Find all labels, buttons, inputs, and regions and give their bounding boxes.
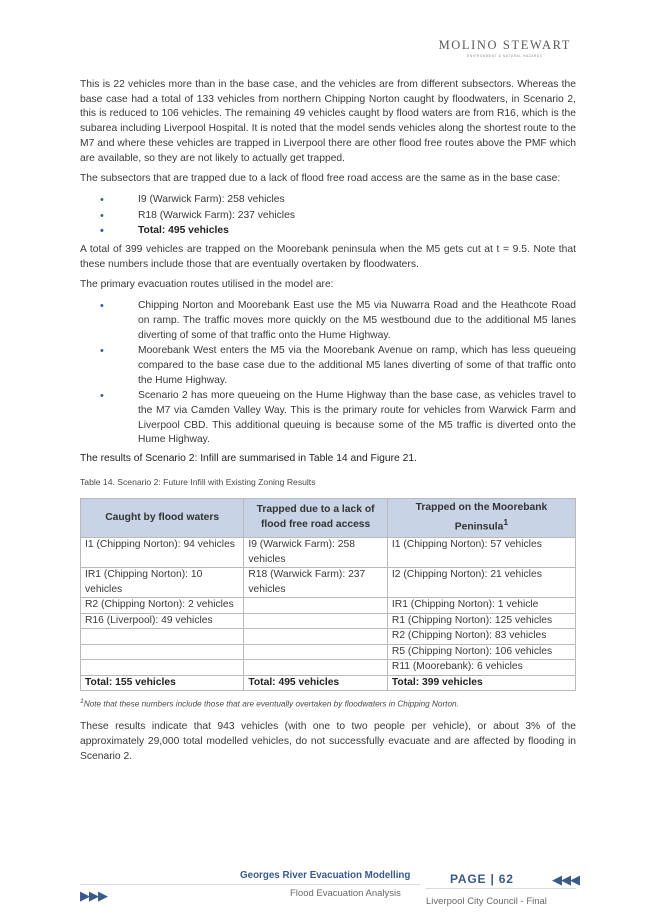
table-cell: R18 (Warwick Farm): 237 vehicles	[244, 568, 388, 598]
table-cell: R16 (Liverpool): 49 vehicles	[81, 613, 244, 629]
paragraph-5: The results of Scenario 2: Infill are summarised in Table 14 and Figure 21.	[80, 453, 417, 465]
footnote-marker: 1	[503, 517, 509, 528]
table-header-row	[81, 498, 576, 537]
footer-subtitle: Flood Evacuation Analysis	[290, 888, 401, 899]
table-cell: R11 (Moorebank): 6 vehicles	[387, 660, 575, 676]
column-header: Trapped due to a lack of flood free road access	[244, 498, 388, 537]
table-total-row	[81, 675, 576, 691]
bullet-icon: •	[100, 209, 104, 222]
table-cell: I2 (Chipping Norton): 21 vehicles	[387, 568, 575, 598]
bullet-icon: •	[100, 345, 104, 358]
logo-tagline: ENVIRONMENT & NATURAL HAZARDS	[467, 54, 543, 58]
list-item: • Total: 495 vehicles	[100, 225, 229, 238]
table-total-cell: Total: 495 vehicles	[244, 675, 388, 691]
column-header: Trapped on the Moorebank Peninsula$^1$	[387, 498, 575, 537]
table-cell	[81, 629, 244, 645]
table-row	[81, 598, 576, 614]
footer-divider	[426, 888, 576, 889]
bullet-icon: •	[100, 300, 104, 313]
bullet-icon: •	[100, 390, 104, 403]
company-logo	[439, 38, 571, 58]
bullet-icon: •	[100, 225, 104, 238]
table-row	[81, 660, 576, 676]
table-cell	[244, 613, 388, 629]
table-cell: R2 (Chipping Norton): 83 vehicles	[387, 629, 575, 645]
bullet-icon: •	[100, 193, 104, 206]
arrow-right-icon: ▶▶▶	[80, 888, 107, 903]
table-cell	[244, 660, 388, 676]
table-cell	[244, 598, 388, 614]
table-cell: R5 (Chipping Norton): 106 vehicles	[387, 644, 575, 660]
table-caption: Table 14. Scenario 2: Future Infill with Existing Zoning Results	[80, 476, 316, 487]
list-item: • R18 (Warwick Farm): 237 vehicles	[100, 209, 295, 222]
table-cell	[81, 660, 244, 676]
table-cell: I1 (Chipping Norton): 57 vehicles	[387, 538, 575, 568]
table-footnote: $^1$Note that these numbers include those that are eventually overtaken by floodwaters in Chipping Norton.	[80, 698, 459, 709]
table-cell: R2 (Chipping Norton): 2 vehicles	[81, 598, 244, 614]
paragraph-2: The subsectors that are trapped due to a lack of flood free road access are the same as in the base case:	[80, 173, 561, 185]
list-item: • Scenario 2 has more queueing on the Hume Highway than the base case, as vehicles travel to the M7 via Camden Valley Way. This is the primary route for vehicles from Warwick Farm and Liverpool CBD. This additional queuing is because some of the M5 traffic is diverted onto the Hume Highway.	[100, 390, 576, 446]
table-row	[81, 568, 576, 598]
table-cell	[81, 644, 244, 660]
list-item: • Moorebank West enters the M5 via the Moorebank Avenue on ramp, which has less queueing compared to the base case due to the additional M5 lanes diverting of some of that traffic onto the Hume Highway.	[100, 345, 576, 386]
footer-client: Liverpool City Council - Final	[426, 896, 547, 907]
table-cell: I9 (Warwick Farm): 258 vehicles	[244, 538, 388, 568]
table-row	[81, 613, 576, 629]
paragraph-3: A total of 399 vehicles are trapped on the Moorebank peninsula when the M5 gets cut at t = 9.5. Note that these numbers include those that are eventually overtaken by floodwaters.	[80, 244, 576, 270]
table-row	[81, 629, 576, 645]
table-cell: I1 (Chipping Norton): 94 vehicles	[81, 538, 244, 568]
table-row	[81, 538, 576, 568]
paragraph-6: These results indicate that 943 vehicles (with one to two people per vehicle), or about 3% of the approximately 29,000 total modelled vehicles, do not successfully evacuate and are affected by flooding in Scenario 2.	[80, 721, 576, 762]
table-cell	[244, 644, 388, 660]
trapped-subsectors-list	[80, 193, 576, 239]
evacuation-routes-list	[80, 299, 576, 448]
table-cell: R1 (Chipping Norton): 125 vehicles	[387, 613, 575, 629]
table-row	[81, 644, 576, 660]
paragraph-1: This is 22 vehicles more than in the base case, and the vehicles are from different subsectors. Whereas the base case had a total of 133 vehicles from northern Chipping Norton caught by floodwaters, in Scenario 2, this is reduced to 106 vehicles. The remaining 49 vehicles caught by flood waters are from R16, which is the subarea including Liverpool Hospital. It is noted that the model sends vehicles along the shortest route to the M7 and where these vehicles are trapped in Liverpool there are other flood free routes above the PMF which are available, so they are not likely to actually get trapped.	[80, 79, 576, 164]
page-number: PAGE | 62	[450, 872, 514, 886]
arrow-left-icon: ◀◀◀	[552, 872, 579, 887]
logo-name: MOLINO STEWART	[438, 38, 571, 52]
table-total-cell: Total: 399 vehicles	[387, 675, 575, 691]
footer-title: Georges River Evacuation Modelling	[240, 870, 411, 881]
footnote-marker: 1	[80, 698, 84, 705]
paragraph-4: The primary evacuation routes utilised in the model are:	[80, 279, 334, 291]
list-item: • I9 (Warwick Farm): 258 vehicles	[100, 193, 285, 206]
table-total-cell: Total: 155 vehicles	[81, 675, 244, 691]
table-cell	[244, 629, 388, 645]
table-cell: IR1 (Chipping Norton): 10 vehicles	[81, 568, 244, 598]
page-body	[80, 78, 576, 771]
list-item: • Chipping Norton and Moorebank East use the M5 via Nuwarra Road and the Heathcote Road on ramp. The traffic moves more quickly on the M5 westbound due to the additional M5 lanes diverting of some of that traffic onto the Hume Highway.	[100, 300, 576, 341]
footer-divider	[80, 884, 420, 885]
column-header: Caught by flood waters	[81, 498, 244, 537]
table-cell: IR1 (Chipping Norton): 1 vehicle	[387, 598, 575, 614]
results-table	[80, 498, 576, 691]
